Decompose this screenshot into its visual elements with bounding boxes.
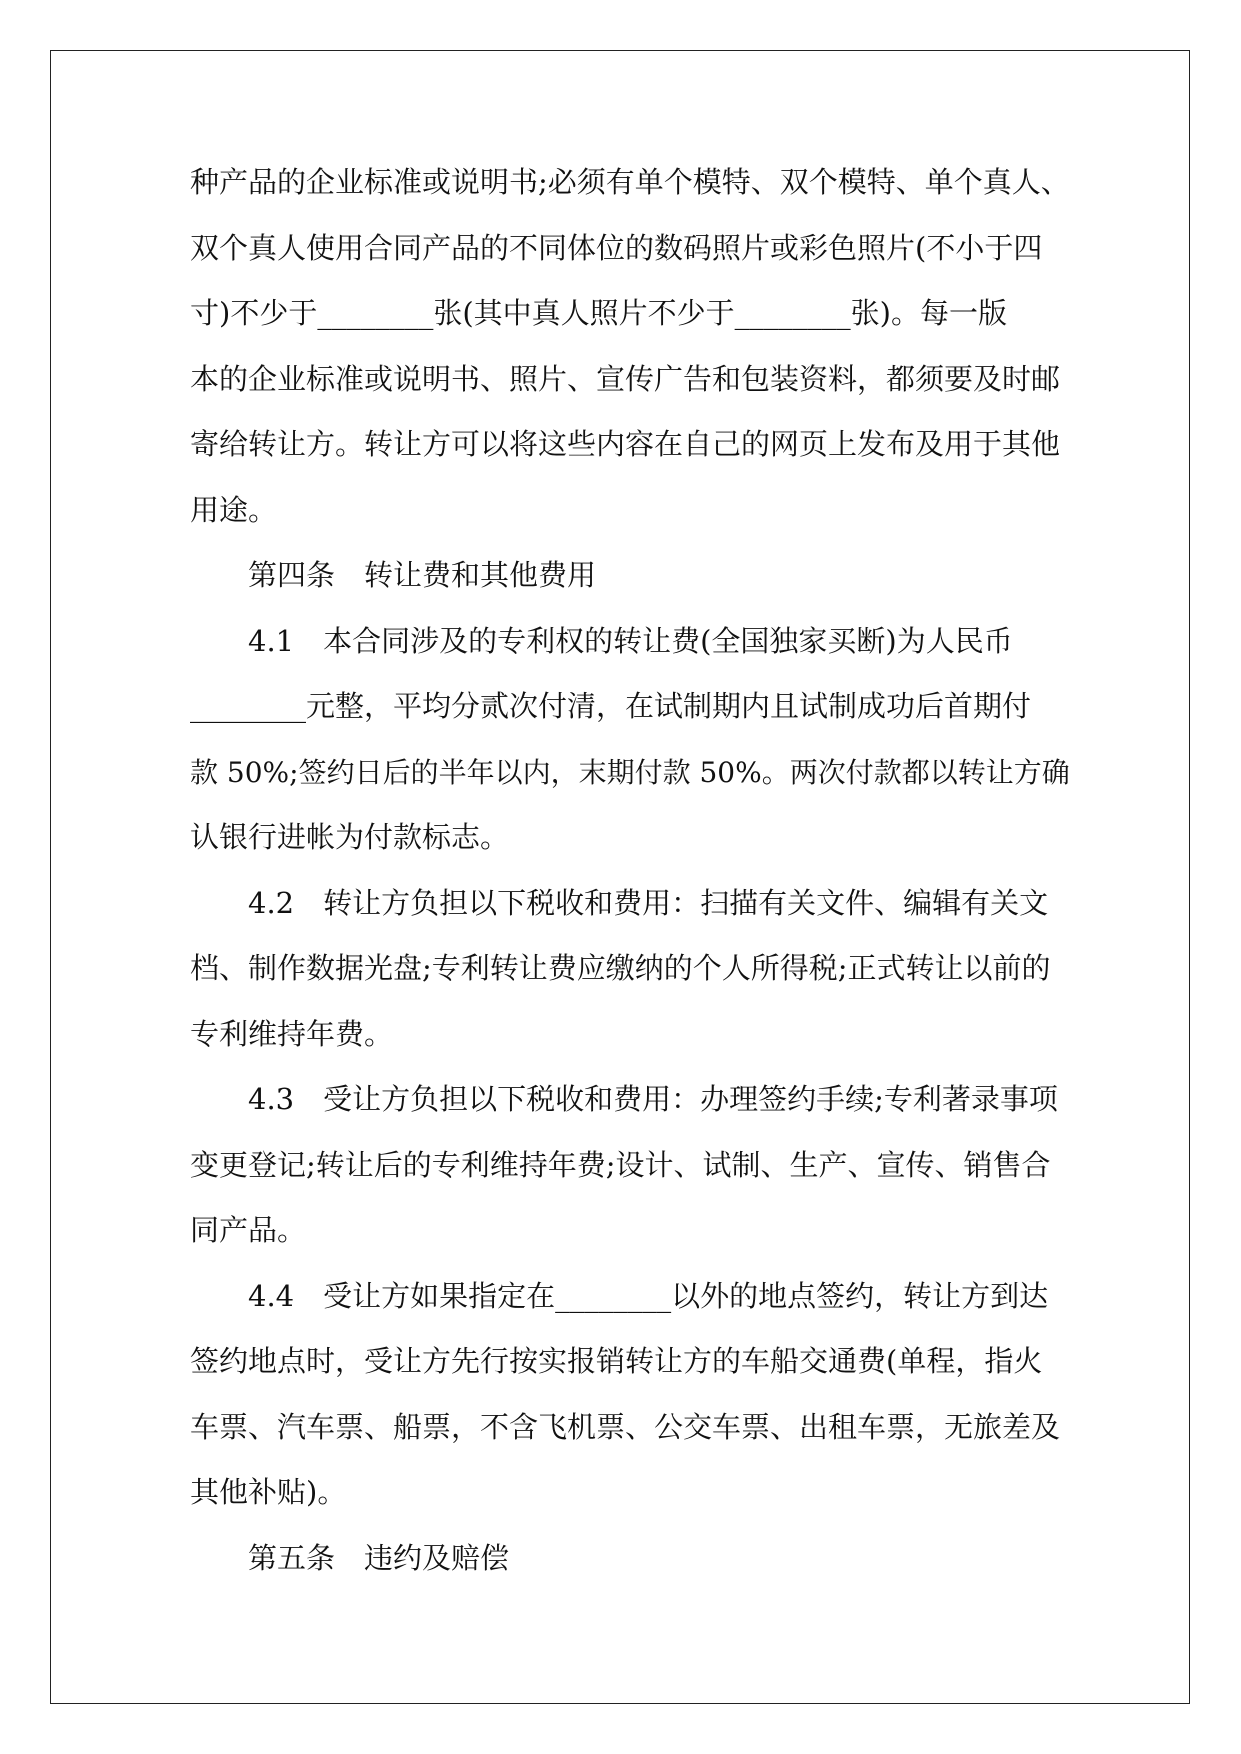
- text-line: 变更登记;转让后的专利维持年费;设计、试制、生产、宣传、销售合: [190, 1147, 1051, 1182]
- text-line: 认银行进帐为付款标志。: [190, 820, 510, 854]
- text-line: 其他补贴)。: [190, 1475, 347, 1509]
- text-line: 本的企业标准或说明书、照片、宣传广告和包装资料，都须要及时邮: [190, 361, 1061, 396]
- clause-4-2: 4.2 转让方负担以下税收和费用：扫描有关文件、编辑有关文: [248, 885, 1049, 920]
- text-line: 专利维持年费。: [190, 1016, 394, 1051]
- clause-4-3: 4.3 受让方负担以下税收和费用：办理签约手续;专利著录事项: [248, 1082, 1058, 1116]
- text-line: 款 50%;签约日后的半年以内，末期付款 50%。两次付款都以转让方确: [190, 755, 1070, 789]
- section-heading-4: 第四条 转让费和其他费用: [248, 558, 597, 592]
- text-line: ________元整，平均分贰次付清，在试制期内且试制成功后首期付: [190, 689, 1032, 723]
- text-line: 寸)不少于________张(其中真人照片不少于________张)。每一版: [190, 296, 1007, 330]
- text-line: 签约地点时，受让方先行按实报销转让方的车船交通费(单程，指火: [190, 1344, 1043, 1378]
- text-line: 车票、汽车票、船票，不含飞机票、公交车票、出租车票，无旅差及: [190, 1409, 1061, 1444]
- text-line: 种产品的企业标准或说明书;必须有单个模特、双个模特、单个真人、: [190, 165, 1070, 199]
- text-line: 寄给转让方。转让方可以将这些内容在自己的网页上发布及用于其他: [190, 427, 1061, 461]
- document-body: [190, 150, 1070, 1591]
- text-line: 双个真人使用合同产品的不同体位的数码照片或彩色照片(不小于四: [190, 230, 1043, 265]
- text-line: 用途。: [190, 492, 278, 527]
- clause-4-1: 4.1 本合同涉及的专利权的转让费(全国独家买断)为人民币: [248, 623, 1013, 658]
- clause-4-4: 4.4 受让方如果指定在________以外的地点签约，转让方到达: [248, 1278, 1049, 1313]
- text-line: 档、制作数据光盘;专利转让费应缴纳的个人所得税;正式转让以前的: [190, 951, 1051, 985]
- text-line: 同产品。: [190, 1213, 307, 1247]
- section-heading-5: 第五条 违约及赔偿: [248, 1540, 510, 1575]
